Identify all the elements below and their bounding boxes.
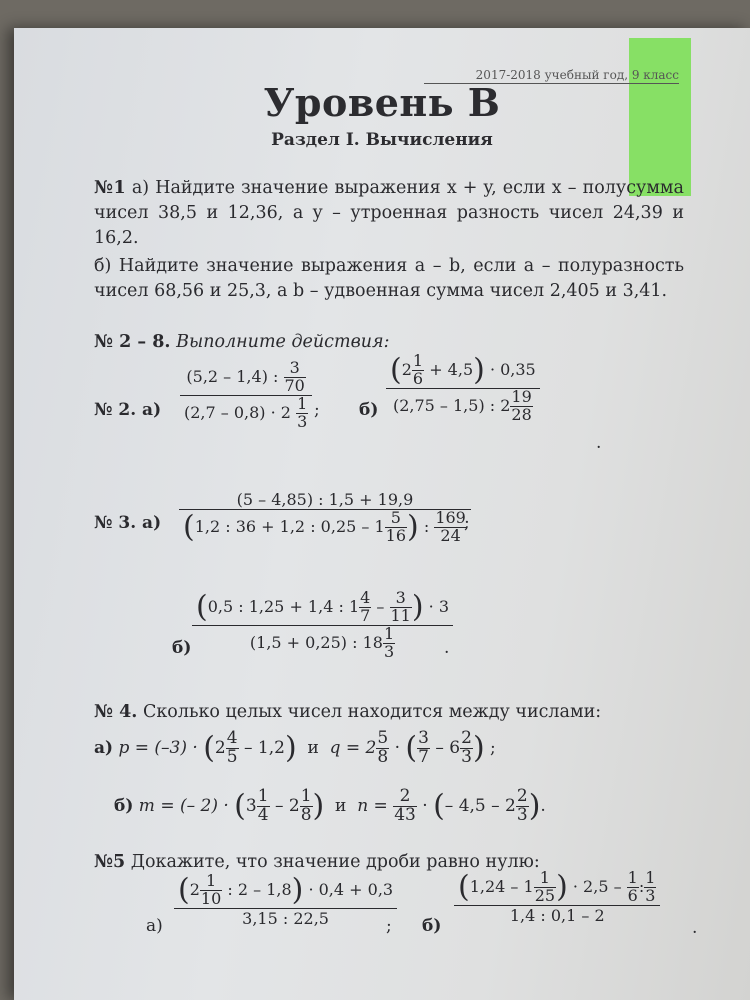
problem-3-a-fraction: (5 – 4,85) : 1,5 + 19,9 (1,2 : 36 + 1,2 : 0,25 – 1 $\frac{5}{16}$ ) : $\frac{169}{24}$ (179, 490, 471, 545)
p2b-den-frac: $\frac{19}{28}$ (511, 387, 532, 425)
p4a-q-frac: $\frac{5}{8}$ (377, 728, 389, 768)
p5b-num-frac: $\frac{1}{25}$ (534, 868, 556, 905)
problems-2-8-header (94, 330, 684, 355)
problem-3-b-label: б) (172, 638, 192, 658)
problem-2-label: № 2. а) (94, 400, 162, 420)
p4a-q-frac3: $\frac{2}{3}$ (461, 728, 472, 768)
p3a-den-frac2: $\frac{169}{24}$ (435, 508, 466, 546)
problem-4-text: Сколько целых чисел находится между числами: (142, 702, 602, 722)
problem-5-a-fraction: (2 $\frac{1}{10}$ : 2 – 1,8) · 0,4 + 0,3 3,15 : 22,5 (174, 873, 397, 928)
p2b-num-frac: $\frac{1}{6}$ (412, 351, 424, 388)
p4b-m-frac2: $\frac{1}{8}$ (300, 786, 312, 826)
problem-5-a-label: а) (146, 916, 163, 936)
problem-3-b-fraction: (0,5 : 1,25 + 1,4 : 1 $\frac{4}{7}$ – $\frac{3}{11}$ ) · 3 (1,5 + 0,25) : 18 $\frac{1}{3}$ (192, 590, 453, 661)
problem-5-b-label: б) (422, 916, 442, 936)
problem-4-label: № 4. (94, 702, 138, 722)
problems-2-8-label: № 2 – 8. (94, 332, 171, 352)
p5a-num-frac: $\frac{1}{10}$ (200, 871, 222, 908)
problems-2-8-instruction: Выполните действия: (176, 332, 390, 352)
problem-5-b-fraction: (1,24 – 1 $\frac{1}{25}$ ) · 2,5 – $\frac{1}{6}$ : $\frac{1}{3}$ 1,4 : 0,1 – 2 (454, 870, 660, 925)
p2a-den-text: (2,7 – 0,8) · 2 (184, 403, 291, 423)
p5b-num-frac2: $\frac{1}{6}$ (627, 868, 638, 905)
p4a-q-frac2: $\frac{3}{7}$ (418, 728, 429, 768)
page-title: Уровень В (263, 80, 501, 125)
p2a-num-text: (5,2 – 1,4) : (186, 366, 284, 386)
problem-1-label: №1 (94, 178, 126, 198)
problem-1-b-text: б) Найдите значение выражения a – b, если a – полуразность чисел 68,56 и 25,3, а b – удвоенная сумма чисел 2,405 и 3,41. (94, 256, 684, 301)
p3a-den-frac: $\frac{5}{16}$ (385, 508, 407, 546)
running-head: 2017-2018 учебный год, 9 класс (424, 68, 679, 84)
p4a-p-frac: $\frac{4}{5}$ (226, 728, 238, 768)
problem-5-label: №5 (94, 852, 126, 872)
section-subtitle: Раздел I. Вычисления (271, 130, 493, 150)
problem-1-a (94, 176, 684, 251)
problem-4-a: а) p = (–3) · (2 $\frac{4}{5}$ – 1,2) и q = 2 $\frac{5}{8}$ · ( $\frac{3}{7}$ – 6 $\frac{2}{3}$ ) ; (94, 728, 496, 768)
problem-2-b-label: б) (359, 400, 379, 420)
p3b-num-frac2: $\frac{3}{11}$ (390, 588, 411, 625)
p3b-num-frac1: $\frac{4}{7}$ (360, 588, 371, 625)
p4b-n-frac2: $\frac{2}{3}$ (516, 786, 528, 826)
p4b-n-frac: $\frac{2}{43}$ (394, 786, 416, 826)
problem-4-b: б) m = (– 2) · (3 $\frac{1}{4}$ – 2 $\frac{1}{8}$ ) и n = $\frac{2}{43}$ · (– 4,5 – 2 $\frac{2}{3}$ ). (114, 786, 546, 826)
p3b-den-frac: $\frac{1}{3}$ (383, 624, 395, 662)
p2a-num-frac: $\frac{3}{70}$ (284, 358, 305, 395)
problem-2-a-fraction (180, 360, 312, 431)
problem-4-header (94, 700, 684, 725)
textbook-page: 2017-2018 учебный год, 9 класс Уровень В Раздел I. Вычисления №1 а) Найдите значение выражения x + y, если x – полусумма чисел 38,5 и 12,36, а y – утроенная разность чисел 24,39 и 16,2. б) Найдите значение выражения a – b, если a – полуразность чисел 68,56 и 25,3, а b – удвоенная сумма чисел 2,405 и 3,41. № 2 – 8. Выполните действия: № 2. а) (5,2 – 1,4) : $\frac{3}{70}$ (2,7 – 0,8) · 2 $\frac{1}{3}$ ; б) (2 $\frac{1}{6}$ + 4,5) · 0,35 (2,75 – 1,5) : 2 $\frac{19}{28}$ . № 3. а) (5 – 4,85) : 1,5 + 19,9 (1,2 : 36 + 1,2 : 0,25 – 1 $\frac{5}{16}$ ) : $\frac{169}{24}$ ; б) (0,5 : 1,25 + 1,4 : 1 $\frac{4}{7}$ – $\frac{3}{11}$ ) · 3 (1,5 + 0,25) : 18 $\frac{1}{3}$ . № 4. Сколько целых чисел находится между числами: а) p = (–3) · (2 $\frac{4}{5}$ – 1,2) и q = 2 $\frac{5}{8}$ · ( $\frac{3}{7}$ – 6 $\frac{2}{3}$ ) ; б) m = (– 2) · (3 $\frac{1}{4}$ – 2 $\frac{1}{8}$ ) и n = $\frac{2}{43}$ · (– 4,5 – 2 $\frac{2}{3}$ ). №5 Докажите, что значение дроби равно нулю: а) (2 $\frac{1}{10}$ : 2 – 1,8) · 0,4 + 0,3 3,15 : 22,5 ; б) (1,24 – 1 $\frac{1}{25}$ ) · 2,5 – $\frac{1}{6}$ : $\frac{1}{3}$ 1,4 : 0,1 – 2 . (14, 28, 750, 1000)
p4b-m-frac: $\frac{1}{4}$ (257, 786, 269, 826)
p5b-num-frac3: $\frac{1}{3}$ (645, 868, 656, 905)
problem-3-label: № 3. а) (94, 513, 162, 533)
problem-1-a-text: а) Найдите значение выражения x + y, если x – полусумма чисел 38,5 и 12,36, а y – утроенная разность чисел 24,39 и 16,2. (94, 178, 684, 248)
problem-1-b (94, 254, 684, 304)
problem-5-text: Докажите, что значение дроби равно нулю: (130, 852, 540, 872)
p2a-den-frac: $\frac{1}{3}$ (297, 394, 308, 432)
problem-2-b-fraction: (2 $\frac{1}{6}$ + 4,5) · 0,35 (2,75 – 1,5) : 2 $\frac{19}{28}$ (386, 353, 540, 424)
